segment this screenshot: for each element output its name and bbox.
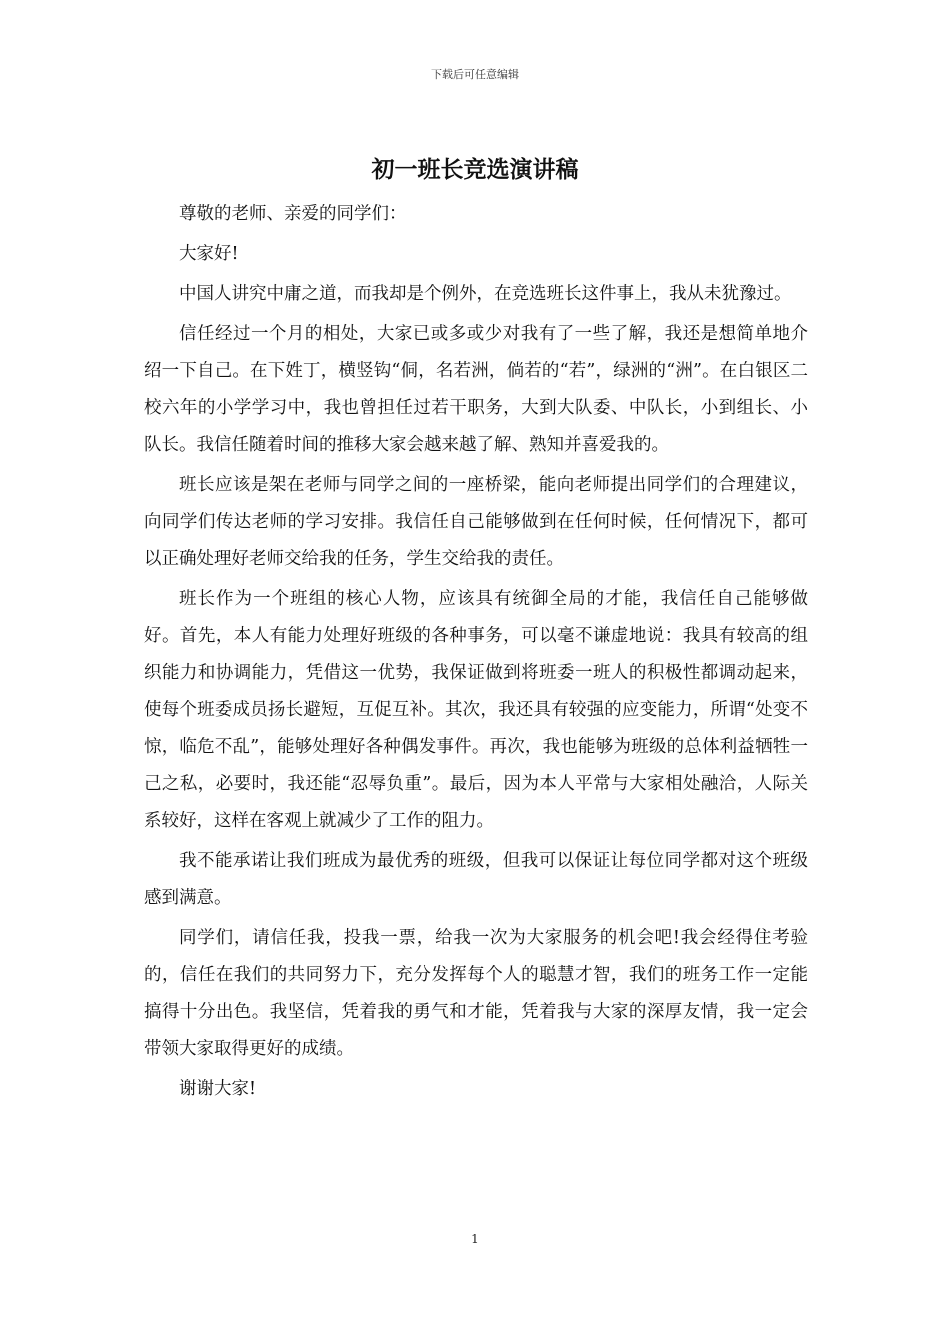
document-title: 初一班长竞选演讲稿 xyxy=(371,156,579,183)
paragraph-self-introduction: 信任经过一个月的相处，大家已或多或少对我有了一些了解，我还是想简单地介绍一下自己。在下姓丁，横竖钩“侗，名若洲，倘若的“若”，绿洲的“洲”。在白银区二校六年的小学学习中，我也曾担任过若干职务，大到大队委、中队长，小到组长、小队长。我信任随着时间的推移大家会越来越了解、熟知并喜爱我的。 xyxy=(144,324,808,455)
paragraph-salutation: 尊敬的老师、亲爱的同学们： xyxy=(179,204,407,224)
paragraph-thanks: 谢谢大家! xyxy=(179,1079,257,1099)
paragraph-intro: 中国人讲究中庸之道，而我却是个例外，在竞选班长这件事上，我从未犹豫过。 xyxy=(179,284,792,304)
paragraph-greeting: 大家好! xyxy=(179,244,239,264)
paragraph-role-bridge: 班长应该是架在老师与同学之间的一座桥梁，能向老师提出同学们的合理建议，向同学们传达老师的学习安排。我信任自己能够做到在任何时候，任何情况下，都可以正确处理好老师交给我的任务，学生交给我的责任。 xyxy=(144,475,808,569)
paragraph-appeal: 同学们，请信任我，投我一票，给我一次为大家服务的机会吧!我会经得住考验的，信任在我们的共同努力下，充分发挥每个人的聪慧才智，我们的班务工作一定能搞得十分出色。我坚信，凭着我的勇气和才能，凭着我与大家的深厚友情，我一定会带领大家取得更好的成绩。 xyxy=(144,928,808,1059)
header-note: 下载后可任意编辑 xyxy=(431,68,519,81)
document-body xyxy=(144,196,808,1111)
paragraph-promise: 我不能承诺让我们班成为最优秀的班级，但我可以保证让每位同学都对这个班级感到满意。 xyxy=(144,851,808,908)
paragraph-abilities: 班长作为一个班组的核心人物，应该具有统御全局的才能，我信任自己能够做好。首先，本人有能力处理好班级的各种事务，可以毫不谦虚地说：我具有较高的组织能力和协调能力，凭借这一优势，我保证做到将班委一班人的积极性都调动起来，使每个班委成员扬长避短，互促互补。其次，我还具有较强的应变能力，所谓“处变不惊，临危不乱”，能够处理好各种偶发事件。再次，我也能够为班级的总体利益牺牲一己之私，必要时，我还能“忍辱负重”。最后，因为本人平常与大家相处融洽，人际关系较好，这样在客观上就减少了工作的阻力。 xyxy=(144,589,808,831)
page-number: 1 xyxy=(471,1232,479,1246)
